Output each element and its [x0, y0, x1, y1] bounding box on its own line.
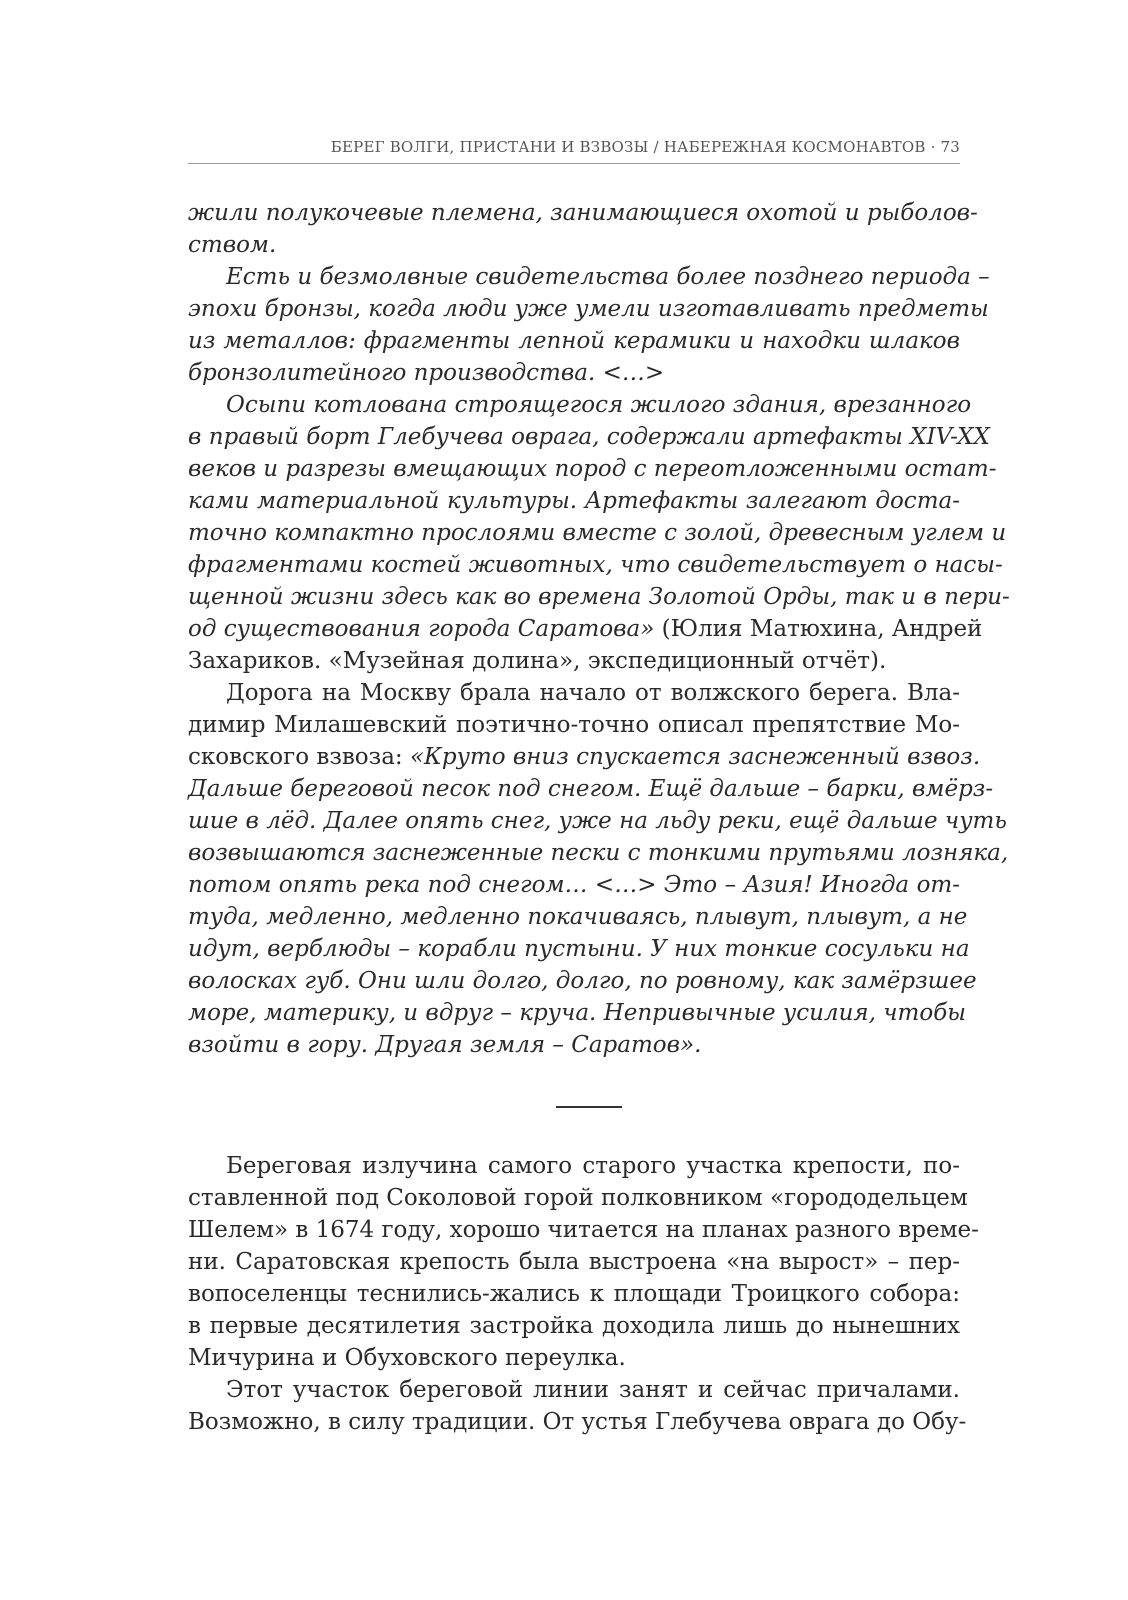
text-line: Возможно, в силу традиции. От устья Глебучева оврага до Обу-: [188, 1409, 967, 1435]
text-line: димир Милашевский поэтично-точно описал препятствие Мо-: [188, 712, 960, 738]
text-line: бронзолитейного производства. <…>: [188, 360, 665, 386]
running-header: БЕРЕГ ВОЛГИ, ПРИСТАНИ И ВЗВОЗЫ / НАБЕРЕЖНАЯ КОСМОНАВТОВ · 73: [330, 138, 960, 156]
quote-end: од существования города Саратова»: [188, 616, 655, 642]
text-line: ставленной под Соколовой горой полковником «горододельцем: [188, 1185, 968, 1211]
text-line: веков и разрезы вмещающих пород с переотложенными остат-: [188, 456, 997, 482]
text-line: Осыпи котлована строящегося жилого здания, врезанного: [226, 392, 972, 418]
header-rule: [188, 163, 960, 164]
text-line: жили полукочевые племена, занимающиеся охотой и рыболов-: [188, 200, 978, 226]
text-line: взойти в гору. Другая земля – Саратов».: [188, 1032, 702, 1058]
text-line: Захариков. «Музейная долина», экспедиционный отчёт).: [188, 648, 887, 674]
text-line: Есть и безмолвные свидетельства более позднего периода –: [226, 264, 990, 290]
citation-start: (Юлия Матюхина, Андрей: [654, 616, 983, 642]
text-line: море, материку, и вдруг – круча. Непривычные усилия, чтобы: [188, 1000, 966, 1026]
text-line: ками материальной культуры. Артефакты залегают доста-: [188, 488, 960, 514]
text-line: в правый борт Глебучева оврага, содержали артефакты XIV-XX: [188, 424, 990, 450]
text-line: [188, 741, 981, 773]
text-line: возвышаются заснеженные пески с тонкими прутьями лозняка,: [188, 840, 1009, 866]
text-line: точно компактно прослоями вместе с золой, древесным углем и: [188, 520, 1007, 546]
text-line: волосках губ. Они шли долго, долго, по ровному, как замёрзшее: [188, 968, 977, 994]
intro-text: сковского взвоза:: [188, 744, 410, 770]
text-line: Дорога на Москву брала начало от волжского берега. Вла-: [226, 680, 960, 706]
text-line: Береговая излучина самого старого участка крепости, по-: [226, 1153, 960, 1179]
quote-start: «Круто вниз спускается заснеженный взвоз.: [409, 744, 981, 770]
text-line: идут, верблюды – корабли пустыни. У них тонкие сосульки на: [188, 936, 970, 962]
text-line: ством.: [188, 232, 277, 258]
text-line: туда, медленно, медленно покачиваясь, плывут, плывут, а не: [188, 904, 968, 930]
text-line: фрагментами костей животных, что свидетельствует о насы-: [188, 552, 1003, 578]
text-line: Шелем» в 1674 году, хорошо читается на планах разного време-: [188, 1217, 979, 1243]
text-line: [188, 613, 983, 645]
text-line: шие в лёд. Далее опять снег, уже на льду реки, ещё дальше чуть: [188, 808, 1007, 834]
text-line: вопоселенцы теснились-жались к площади Троицкого собора:: [188, 1281, 960, 1307]
section-divider: [556, 1106, 622, 1108]
text-line: Дальше береговой песок под снегом. Ещё дальше – барки, вмёрз-: [188, 776, 994, 802]
text-line: ни. Саратовская крепость была выстроена «на вырост» – пер-: [188, 1249, 960, 1275]
text-line: в первые десятилетия застройка доходила лишь до нынешних: [188, 1313, 960, 1339]
text-line: эпохи бронзы, когда люди уже умели изготавливать предметы: [188, 296, 989, 322]
text-line: из металлов: фрагменты лепной керамики и находки шлаков: [188, 328, 960, 354]
text-line: Мичурина и Обуховского переулка.: [188, 1345, 626, 1371]
text-line: Этот участок береговой линии занят и сейчас причалами.: [226, 1377, 960, 1403]
text-line: потом опять река под снегом… <…> Это – Азия! Иногда от-: [188, 872, 960, 898]
text-line: щенной жизни здесь как во времена Золотой Орды, так и в пери-: [188, 584, 1010, 610]
